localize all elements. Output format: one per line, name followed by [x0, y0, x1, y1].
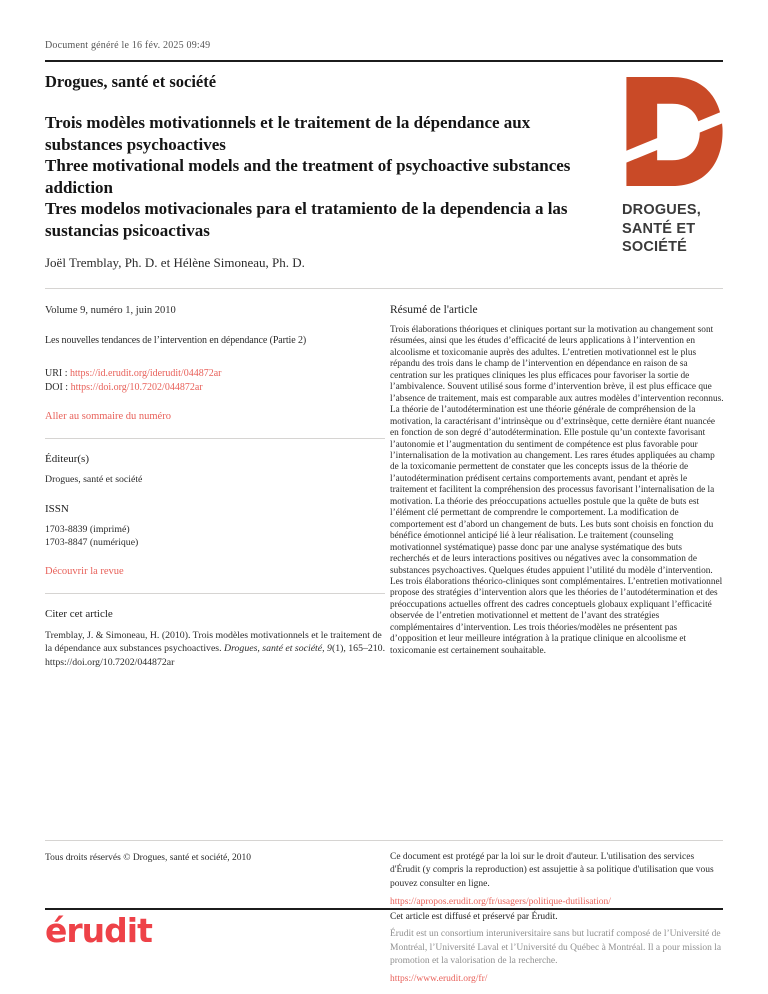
- erudit-site-link[interactable]: https://www.erudit.org/fr/: [390, 974, 488, 985]
- policy-link[interactable]: https://apropos.erudit.org/fr/usagers/politique-dutilisation/: [390, 896, 611, 907]
- abstract-text: Trois élaborations théoriques et cliniques portant sur la motivation au changement sont résumées, ainsi que les études d’efficacité de leurs applications à l’intervention en alcoolisme et toxicomanie auprès des adultes. L’entretien motivationnel est le plus répandu des trois dans le champ de l’intervention en dépendance en raison de sa centration sur les pratiques cliniques les plus efficaces pour favoriser la sortie de l’ambivalence. Souvent utilisé sous forme d’intervention brève, il est plus efficace que l’absence de traitement, mais est comparable aux autres modèles d’intervention reconnus. La théorie de l’autodétermination est une théorie générale de compréhension de la motivation, la caractérisant d’intrinsèque ou d’extrinsèque, cette dernière étant nuancée en fonction de son degré d’autodétermination. Elle postule qu’un contexte favorisant l’autonomie et l’augmentation du sentiment de compétence est plus favorable pour l’internalisation de la motivation au changement. Les rares études appliquées au champ de la toxicomanie permettent de constater que les concepts issus de la théorie de l’autodétermination prédisent certains comportements avant, pendant et après le traitement et facilitent la compréhension des processus favorisant l’internalisation de la motivation. La théorie des préoccupations actuelles postule que la quête de buts est l’élément clé permettant de comprendre le comportement. La modification de comportement est d’abord un changement de buts. Les buts sont choisis en fonction du bénéfice émotionnel anticipé lié à leur réalisation. Le traitement (counseling motivationnel systématique) passe donc par une analyse systématique des buts recherchés et de leurs interactions positives ou négatives avec la consommation de substances psychoactives. Quelques études appuient l’utilité du modèle d’intervention. Les trois élaborations théorico-cliniques sont complémentaires. L’entretien motivationnel propose des stratégies d’intervention alors que les théories de l’autodétermination et des préoccupations actuelles offrent des cadres conceptuels globaux expliquant l’efficacité observée de l’entretien motivationnel et mettent de l’avant des stratégies complémentaires d’intervention. Les trois théories/modèles ne présentent pas d’opposition et leur meilleure intégration à la pratique clinique en alcoolisme et toxicomanie est certainement souhaitable.: [390, 325, 724, 656]
- erudit-logo: érudit: [45, 911, 152, 950]
- issn-values: [45, 523, 385, 550]
- abstract-heading: Résumé de l'article: [390, 304, 478, 316]
- uri-row: [45, 367, 385, 381]
- erudit-info-block: [390, 911, 724, 986]
- top-rule: [45, 60, 723, 62]
- journal-name: Drogues, santé et société: [45, 72, 217, 91]
- citation-text: [45, 629, 385, 670]
- identifier-rows: [45, 367, 385, 395]
- logo-caption-line: DROGUES,: [622, 202, 701, 218]
- issue-metadata-column: [45, 304, 385, 669]
- generated-date-text: Document généré le 16 fév. 2025 09:49: [45, 40, 211, 51]
- cite-heading: Citer cet article: [45, 607, 113, 620]
- abstract-column: [390, 304, 724, 657]
- toc-link[interactable]: Aller au sommaire du numéro: [45, 411, 171, 422]
- drogues-sante-societe-logo-icon: [622, 73, 727, 190]
- citation-part: (1), 165–210. https://doi.org/10.7202/044872ar: [45, 643, 386, 668]
- publisher-heading: Éditeur(s): [45, 453, 89, 465]
- doi-link[interactable]: https://doi.org/10.7202/044872ar: [70, 382, 203, 393]
- citation-part: ,: [322, 643, 328, 654]
- discover-journal-link[interactable]: Découvrir la revue: [45, 565, 124, 577]
- rights-text: Tous droits réservés © Drogues, santé et société, 2010: [45, 853, 252, 863]
- citation-volume-italic: 9: [327, 643, 332, 654]
- article-title-fr: Trois modèles motivationnels et le traitement de la dépendance aux substances psychoactives: [45, 113, 531, 154]
- citation-journal-italic: Drogues, santé et société: [224, 643, 323, 654]
- uri-label: URI :: [45, 368, 68, 379]
- copyright-protection-text: Ce document est protégé par la loi sur le droit d'auteur. L'utilisation des services d'Érudit (y compris la reproduction) est assujettie à sa politique d'utilisation que vous pouvez consulter en ligne.: [390, 852, 714, 889]
- issn-heading: ISSN: [45, 502, 69, 515]
- logo-caption-line: SANTÉ ET: [622, 220, 696, 237]
- article-title-es: Tres modelos motivacionales para el tratamiento de la dependencia a las sustancias psicoactivas: [45, 199, 568, 240]
- article-authors: Joël Tremblay, Ph. D. et Hélène Simoneau, Ph. D.: [45, 255, 305, 270]
- issn-print: 1703-8839 (imprimé): [45, 523, 130, 535]
- copyright-protection-block: [390, 851, 724, 909]
- citation-part: Tremblay, J. & Simoneau, H. (2010). Trois modèles motivationnels et le traitement de la dépendance aux substances psychoactives.: [45, 629, 382, 654]
- issn-digital: 1703-8847 (numérique): [45, 537, 139, 548]
- consortium-text: Érudit est un consortium interuniversitaire sans but lucratif composé de l’Université de Montréal, l’Université Laval et l’Université du Québec à Montréal. Il a pour mission la promotion et la valorisation de la recherche.: [390, 929, 722, 966]
- bottom-rule: [45, 908, 723, 910]
- uri-link[interactable]: https://id.erudit.org/iderudit/044872ar: [70, 368, 222, 379]
- left-column-divider: [45, 593, 385, 594]
- doi-row: [45, 381, 385, 395]
- section-divider: [45, 288, 723, 289]
- left-column-divider: [45, 438, 385, 439]
- journal-logo-block: [622, 73, 730, 257]
- logo-caption-line: SOCIÉTÉ: [622, 239, 688, 255]
- article-title-block: [45, 112, 610, 241]
- article-title-en: Three motivational models and the treatment of psychoactive substances addiction: [45, 156, 571, 197]
- volume-line: Volume 9, numéro 1, juin 2010: [45, 305, 176, 316]
- doi-label: DOI :: [45, 382, 69, 393]
- issue-theme: Les nouvelles tendances de l’intervention en dépendance (Partie 2): [45, 335, 307, 346]
- footer-divider: [45, 840, 723, 841]
- diffusion-note: Cet article est diffusé et préservé par Érudit.: [390, 912, 558, 922]
- journal-logo-caption: [622, 201, 730, 257]
- publisher-name: Drogues, santé et société: [45, 474, 143, 485]
